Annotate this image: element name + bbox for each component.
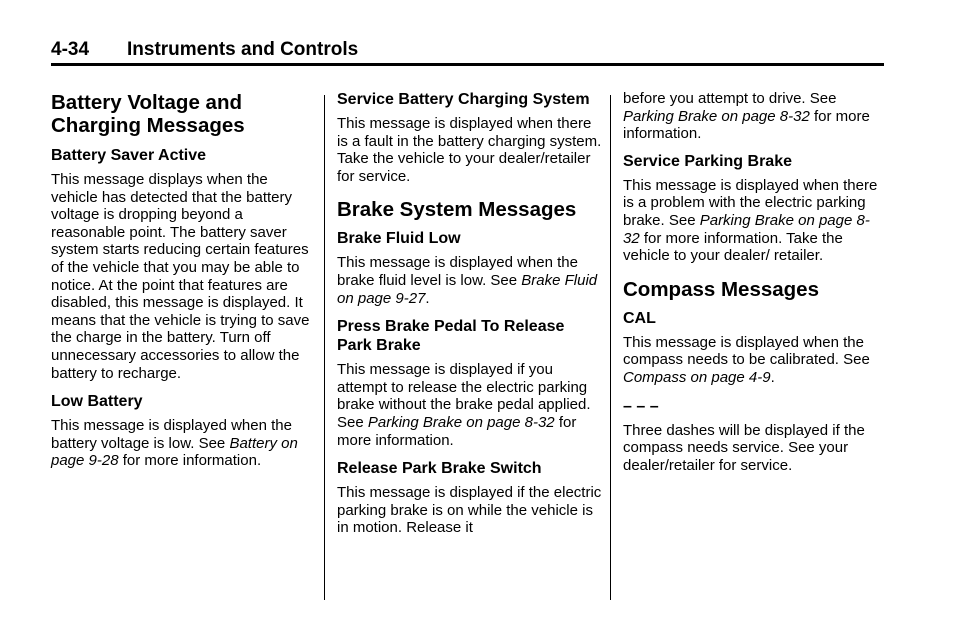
continued-text-a: before you attempt to drive. See	[623, 90, 837, 107]
compass-heading: Compass Messages	[623, 277, 819, 301]
low-battery-text-a: This message is displayed when the battery voltage is low. See	[51, 417, 292, 452]
continued-text-b: for more information.	[623, 107, 870, 143]
column-divider-1	[324, 95, 325, 600]
press-brake-text	[337, 361, 602, 449]
low-battery-text	[51, 417, 313, 470]
compass-page-ref: Compass on page 4-9	[623, 368, 771, 386]
dashes-text: Three dashes will be displayed if the compass needs service. See your dealer/retailer for service.	[623, 421, 865, 474]
battery-voltage-heading: Battery Voltage and Charging Messages	[51, 91, 245, 137]
brake-fluid-text-a: This message is displayed when the brake fluid level is low. See	[337, 254, 578, 289]
continued-text	[623, 90, 885, 143]
cal-text-b: .	[770, 368, 775, 386]
parking-brake-page-ref: Parking Brake on page 8-32	[623, 107, 810, 125]
parking-brake-page-ref: Parking Brake on page 8-32	[623, 211, 870, 247]
low-battery-text-b: for more information.	[118, 452, 262, 470]
service-parking-text	[623, 177, 885, 265]
battery-saver-text: This message displays when the vehicle has detected that the battery voltage is dropping beyond a reasonable point. The battery saver system starts reducing certain features of the vehicle that you may be able to notice. At the point that features are disabled, this message is displayed. It means that the vehicle is trying to save the charge in the battery. Turn off unnecessary accessories to allow the battery to recharge.	[51, 171, 310, 382]
press-brake-text-b: for more information.	[337, 413, 577, 449]
header-rule	[51, 63, 884, 66]
parking-brake-page-ref: Parking Brake on page 8-32	[367, 413, 555, 431]
brake-fluid-title: Brake Fluid Low	[337, 230, 461, 248]
service-battery-text: This message is displayed when there is a fault in the battery charging system. Take the vehicle to your dealer/retailer for service.	[337, 115, 602, 185]
column-3	[623, 90, 885, 474]
section-title: Instruments and Controls	[127, 39, 359, 60]
page-number: 4-34	[51, 39, 90, 60]
service-parking-text-a: This message is displayed when there is a problem with the electric parking brake. See	[623, 176, 878, 229]
service-battery-title: Service Battery Charging System	[337, 91, 590, 108]
cal-text-a: This message is displayed when the compass needs to be calibrated. See	[623, 333, 870, 369]
service-parking-text-b: for more information. Take the vehicle to your dealer/ retailer.	[623, 229, 843, 265]
column-2	[337, 90, 602, 537]
cal-text	[623, 334, 885, 387]
dashes-title: – – –	[623, 397, 659, 415]
brake-fluid-text	[337, 254, 602, 307]
battery-saver-title: Battery Saver Active	[51, 147, 207, 164]
brake-fluid-text-b: .	[425, 289, 430, 307]
press-brake-text-a: This message is displayed if you attempt to release the electric parking brake without the brake pedal applied. See	[337, 361, 591, 431]
brake-fluid-page-ref: Brake Fluid on page 9-27	[337, 271, 598, 307]
press-brake-title: Press Brake Pedal To Release Park Brake	[337, 318, 565, 355]
release-switch-text: This message is displayed if the electric parking brake is on while the vehicle is in motion. Release it	[337, 484, 602, 537]
battery-page-ref: Battery on page 9-28	[51, 434, 298, 470]
brake-system-heading: Brake System Messages	[337, 198, 577, 222]
service-parking-title: Service Parking Brake	[623, 152, 792, 170]
low-battery-title: Low Battery	[51, 393, 143, 411]
cal-title: CAL	[623, 309, 656, 327]
column-1	[51, 90, 313, 470]
page-header	[51, 39, 884, 61]
column-divider-2	[610, 95, 611, 600]
release-switch-title: Release Park Brake Switch	[337, 460, 542, 478]
